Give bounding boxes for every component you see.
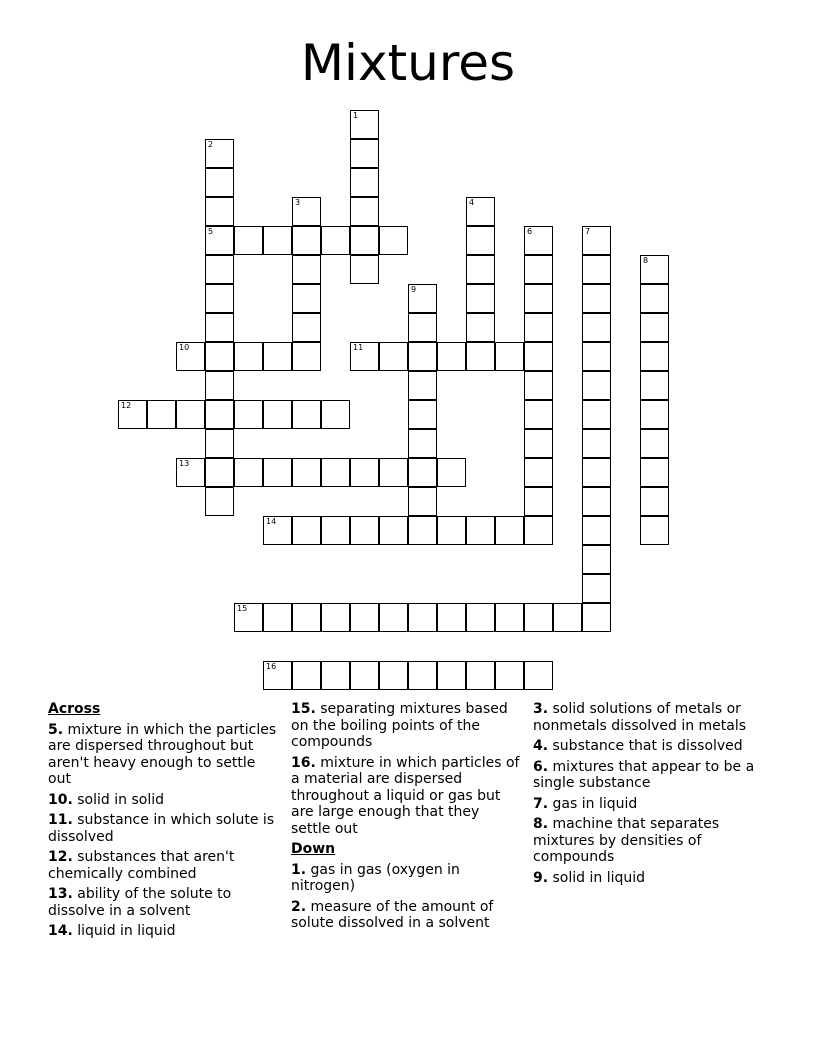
grid-cell[interactable] [640,342,669,371]
clue-number: 9. [533,869,549,886]
grid-cell[interactable] [147,400,176,429]
grid-cell[interactable] [524,429,553,458]
grid-cell[interactable] [350,255,379,284]
grid-cell[interactable] [205,226,234,255]
grid-cell[interactable] [321,603,350,632]
clues-column-1 [48,701,280,944]
grid-cell[interactable] [408,400,437,429]
grid-cell[interactable] [205,255,234,284]
grid-cell[interactable] [292,400,321,429]
clue-down-6 [533,759,765,792]
cell-number: 10 [179,343,190,352]
grid-cell[interactable] [118,400,147,429]
grid-cell[interactable] [321,661,350,690]
grid-cell[interactable] [350,139,379,168]
grid-cell[interactable] [553,603,582,632]
grid-cell[interactable] [582,371,611,400]
grid-cell[interactable] [263,603,292,632]
grid-cell[interactable] [495,516,524,545]
clue-text: mixture in which particles of a material are dispersed throughout a liquid or gas but are large enough that they settle out [291,754,520,837]
clue-text: gas in gas (oxygen in nitrogen) [291,861,460,894]
clue-text: solid solutions of metals or nonmetals dissolved in metals [533,701,747,734]
grid-cell[interactable] [437,603,466,632]
grid-cell[interactable] [379,603,408,632]
grid-cell[interactable] [582,429,611,458]
grid-cell[interactable] [292,313,321,342]
grid-cell[interactable] [582,487,611,516]
grid-cell[interactable] [292,284,321,313]
grid-cell[interactable] [640,429,669,458]
grid-cell[interactable] [234,342,263,371]
clue-across-11 [48,812,280,845]
clue-text: mixture in which the particles are dispersed throughout but aren't heavy enough to settle out [48,721,277,787]
grid-cell[interactable] [582,313,611,342]
cell-number: 13 [179,459,190,468]
grid-cell[interactable] [205,400,234,429]
grid-cell[interactable] [524,661,553,690]
grid-cell[interactable] [466,603,495,632]
grid-cell[interactable] [524,226,553,255]
clue-text: machine that separates mixtures by densities of compounds [533,816,720,865]
grid-cell[interactable] [524,458,553,487]
grid-cell[interactable] [408,313,437,342]
grid-cell[interactable] [640,313,669,342]
clue-number: 16. [291,754,316,771]
grid-cell[interactable] [466,313,495,342]
grid-cell[interactable] [408,458,437,487]
grid-cell[interactable] [408,603,437,632]
grid-cell[interactable] [582,458,611,487]
cell-number: 15 [237,604,248,613]
clue-number: 15. [291,701,316,717]
cell-number: 2 [208,140,214,149]
grid-cell[interactable] [234,458,263,487]
grid-cell[interactable] [408,661,437,690]
grid-cell[interactable] [582,255,611,284]
page-title: Mixtures [300,34,516,92]
clue-down-7 [533,796,765,813]
grid-cell[interactable] [466,284,495,313]
clue-number: 4. [533,738,549,754]
grid-cell[interactable] [582,603,611,632]
clue-down-2 [291,899,523,932]
grid-cell[interactable] [495,342,524,371]
grid-cell[interactable] [205,342,234,371]
grid-cell[interactable] [205,487,234,516]
grid-cell[interactable] [524,313,553,342]
grid-cell[interactable] [437,342,466,371]
grid-cell[interactable] [321,516,350,545]
grid-cell[interactable] [205,197,234,226]
grid-cell[interactable] [321,226,350,255]
cell-number: 9 [411,285,417,294]
cell-number: 16 [266,662,277,671]
grid-cell[interactable] [350,661,379,690]
grid-cell[interactable] [582,342,611,371]
clue-across-16 [291,755,523,838]
clue-text: substances that aren't chemically combined [48,849,235,882]
grid-cell[interactable] [350,168,379,197]
clue-text: liquid in liquid [77,923,176,939]
cell-number: 3 [295,198,301,207]
cell-number: 8 [643,256,649,265]
grid-cell[interactable] [640,400,669,429]
clue-number: 7. [533,795,549,812]
clue-text: mixtures that appear to be a single substance [533,758,755,791]
grid-cell[interactable] [524,342,553,371]
grid-cell[interactable] [263,342,292,371]
grid-cell[interactable] [205,429,234,458]
clue-number: 2. [291,898,307,915]
grid-cell[interactable] [466,226,495,255]
clue-number: 3. [533,701,549,717]
grid-cell[interactable] [350,197,379,226]
grid-cell[interactable] [350,226,379,255]
grid-cell[interactable] [524,284,553,313]
grid-cell[interactable] [292,661,321,690]
grid-cell[interactable] [582,545,611,574]
grid-cell[interactable] [640,516,669,545]
clue-down-4 [533,738,765,755]
grid-cell[interactable] [350,458,379,487]
clues-column-3 [533,701,765,890]
clue-down-3 [533,701,765,734]
grid-cell[interactable] [524,371,553,400]
grid-cell[interactable] [234,400,263,429]
grid-cell[interactable] [205,284,234,313]
grid-cell[interactable] [524,516,553,545]
grid-cell[interactable] [292,197,321,226]
grid-cell[interactable] [350,110,379,139]
clue-text: substance in which solute is dissolved [48,812,275,845]
clue-down-8 [533,816,765,866]
clue-across-13 [48,886,280,919]
grid-cell[interactable] [640,371,669,400]
grid-cell[interactable] [466,255,495,284]
grid-cell[interactable] [292,603,321,632]
clue-number: 8. [533,816,549,832]
grid-cell[interactable] [640,458,669,487]
grid-cell[interactable] [263,458,292,487]
clue-number: 10. [48,791,73,808]
grid-cell[interactable] [495,603,524,632]
clue-across-15 [291,701,523,751]
grid-cell[interactable] [524,603,553,632]
grid-cell[interactable] [437,516,466,545]
clue-text: ability of the solute to dissolve in a solvent [48,886,232,919]
grid-cell[interactable] [321,400,350,429]
grid-cell[interactable] [205,371,234,400]
grid-cell[interactable] [640,255,669,284]
clue-text: measure of the amount of solute dissolved in a solvent [291,898,494,931]
grid-cell[interactable] [350,516,379,545]
grid-cell[interactable] [582,226,611,255]
cell-number: 7 [585,227,591,236]
grid-cell[interactable] [640,487,669,516]
clue-across-14 [48,923,280,940]
clue-number: 12. [48,849,73,865]
grid-cell[interactable] [582,516,611,545]
grid-cell[interactable] [408,342,437,371]
grid-cell[interactable] [524,255,553,284]
grid-cell[interactable] [437,661,466,690]
clue-number: 11. [48,812,73,828]
clue-number: 14. [48,923,73,939]
grid-cell[interactable] [292,516,321,545]
grid-cell[interactable] [234,226,263,255]
grid-cell[interactable] [408,429,437,458]
grid-cell[interactable] [176,342,205,371]
grid-cell[interactable] [292,226,321,255]
grid-cell[interactable] [292,342,321,371]
across-heading: Across [48,701,101,717]
grid-cell[interactable] [437,458,466,487]
clue-text: substance that is dissolved [552,738,743,754]
cell-number: 11 [353,343,364,352]
clue-across-5 [48,722,280,788]
grid-cell[interactable] [263,226,292,255]
cell-number: 1 [353,111,359,120]
clue-number: 6. [533,758,549,775]
clue-number: 13. [48,886,73,902]
grid-cell[interactable] [379,226,408,255]
grid-cell[interactable] [408,284,437,313]
grid-cell[interactable] [176,400,205,429]
clue-number: 1. [291,861,307,878]
grid-cell[interactable] [263,400,292,429]
grid-cell[interactable] [263,516,292,545]
grid-cell[interactable] [292,255,321,284]
grid-cell[interactable] [466,516,495,545]
grid-cell[interactable] [524,400,553,429]
cell-number: 4 [469,198,475,207]
clue-text: solid in liquid [552,869,646,886]
clue-text: solid in solid [77,791,164,808]
clue-down-9 [533,870,765,887]
grid-cell[interactable] [408,371,437,400]
down-heading: Down [291,841,336,857]
grid-cell[interactable] [582,400,611,429]
grid-cell[interactable] [234,603,263,632]
grid-cell[interactable] [408,487,437,516]
grid-cell[interactable] [292,458,321,487]
cell-number: 12 [121,401,132,410]
cell-number: 14 [266,517,277,526]
grid-cell[interactable] [379,342,408,371]
grid-cell[interactable] [466,342,495,371]
grid-cell[interactable] [379,661,408,690]
grid-cell[interactable] [495,661,524,690]
clue-text: separating mixtures based on the boiling points of the compounds [291,701,508,750]
grid-cell[interactable] [350,342,379,371]
clue-text: gas in liquid [552,795,638,812]
grid-cell[interactable] [379,458,408,487]
grid-cell[interactable] [205,139,234,168]
clue-across-12 [48,849,280,882]
grid-cell[interactable] [379,516,408,545]
grid-cell[interactable] [640,284,669,313]
grid-cell[interactable] [205,168,234,197]
grid-cell[interactable] [524,487,553,516]
grid-cell[interactable] [263,661,292,690]
clues-column-2 [291,701,523,936]
clue-down-1 [291,862,523,895]
grid-cell[interactable] [466,661,495,690]
clue-number: 5. [48,721,64,738]
cell-number: 5 [208,227,214,236]
grid-cell[interactable] [176,458,205,487]
grid-cell[interactable] [321,458,350,487]
grid-cell[interactable] [205,458,234,487]
grid-cell[interactable] [408,516,437,545]
clue-across-10 [48,792,280,809]
grid-cell[interactable] [582,574,611,603]
grid-cell[interactable] [466,197,495,226]
grid-cell[interactable] [350,603,379,632]
cell-number: 6 [527,227,533,236]
grid-cell[interactable] [582,284,611,313]
grid-cell[interactable] [205,313,234,342]
